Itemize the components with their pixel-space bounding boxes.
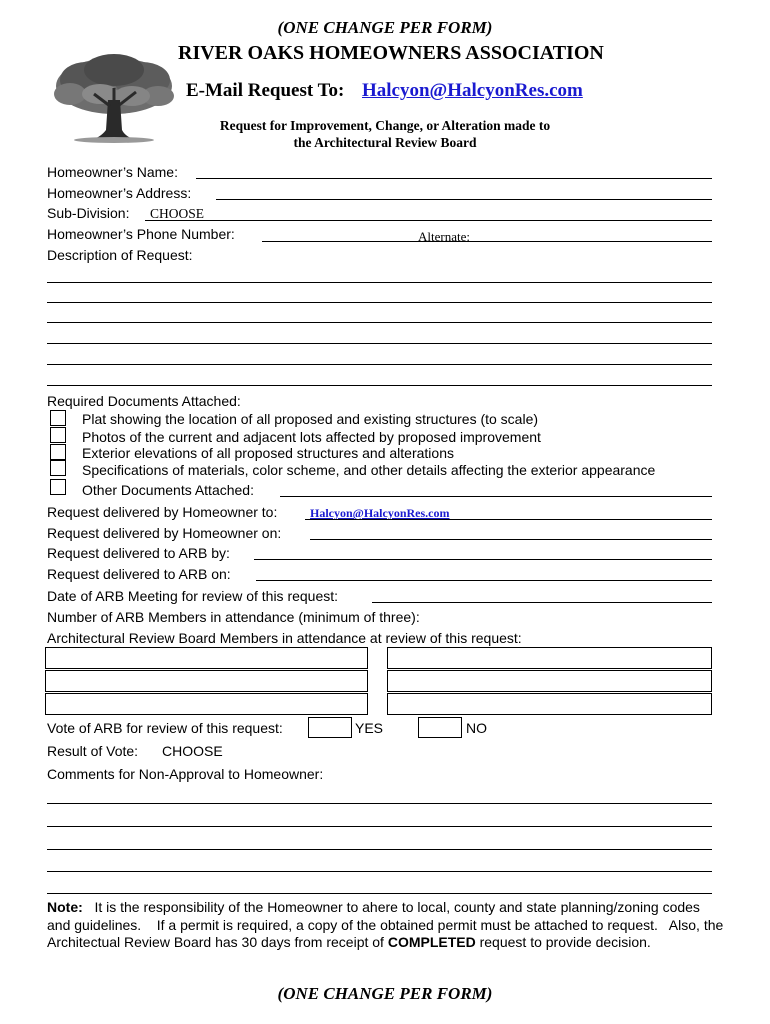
vote-label: Vote of ARB for review of this request: xyxy=(47,720,283,736)
delivered-on-label: Request delivered by Homeowner on: xyxy=(47,525,282,541)
arb-by-label: Request delivered to ARB by: xyxy=(47,545,230,561)
note-text-1: It is the responsibility of the Homeowner to ahere to local, county and state planning/zoning codes and guidelines. If a permit is required, a copy of the obtained permit must be attached to request. Also, the Architectual Review Board has 30 days from receipt of xyxy=(47,899,727,950)
comments-label: Comments for Non-Approval to Homeowner: xyxy=(47,766,324,782)
plat-label: Plat showing the location of all proposed and existing structures (to scale) xyxy=(82,411,539,427)
result-of-vote-select[interactable]: CHOOSE xyxy=(162,743,223,759)
meeting-date-field[interactable] xyxy=(372,602,712,603)
result-of-vote-label: Result of Vote: xyxy=(47,743,139,759)
arb-member-field-5[interactable] xyxy=(387,670,712,692)
other-documents-field[interactable] xyxy=(280,496,712,497)
elevations-checkbox[interactable] xyxy=(50,444,66,460)
homeowner-address-field[interactable] xyxy=(216,199,712,200)
arb-member-field-3[interactable] xyxy=(45,693,368,715)
arb-member-field-2[interactable] xyxy=(45,670,368,692)
description-line-2[interactable] xyxy=(47,302,712,303)
vote-yes-label: YES xyxy=(355,720,384,736)
comments-line-4[interactable] xyxy=(47,871,712,872)
phone-label: Homeowner’s Phone Number: xyxy=(47,226,235,242)
phone-field[interactable] xyxy=(262,241,404,242)
arb-member-field-4[interactable] xyxy=(387,647,712,669)
subtitle-line-2: the Architectural Review Board xyxy=(293,135,477,150)
photos-checkbox[interactable] xyxy=(50,427,66,443)
comments-line-1[interactable] xyxy=(47,803,712,804)
note-bold-label: Note: xyxy=(47,899,83,915)
delivered-to-field xyxy=(305,519,712,520)
members-list-label: Architectural Review Board Members in attendance at review of this request: xyxy=(47,630,522,646)
description-line-4[interactable] xyxy=(47,343,712,344)
description-line-5[interactable] xyxy=(47,364,712,365)
delivered-to-label: Request delivered by Homeowner to: xyxy=(47,504,278,520)
homeowner-name-label: Homeowner’s Name: xyxy=(47,164,178,180)
arb-on-field[interactable] xyxy=(256,580,712,581)
other-documents-label: Other Documents Attached: xyxy=(82,482,254,498)
comments-line-2[interactable] xyxy=(47,826,712,827)
comments-line-3[interactable] xyxy=(47,849,712,850)
photos-label: Photos of the current and adjacent lots affected by proposed improvement xyxy=(82,429,541,445)
email-link[interactable]: Halcyon@HalcyonRes.com xyxy=(362,80,583,101)
top-form-note: (ONE CHANGE PER FORM) xyxy=(277,18,493,37)
specifications-label: Specifications of materials, color scheme, and other details affecting the exterior appearance xyxy=(82,462,656,478)
other-documents-checkbox[interactable] xyxy=(50,479,66,495)
specifications-checkbox[interactable] xyxy=(50,460,66,476)
form-subtitle xyxy=(0,117,770,151)
alternate-phone-field[interactable] xyxy=(404,241,712,242)
subdivision-label: Sub-Division: xyxy=(47,205,130,221)
association-name: RIVER OAKS HOMEOWNERS ASSOCIATION xyxy=(178,42,604,64)
note-text-2: request to provide decision. xyxy=(479,934,651,950)
homeowner-address-label: Homeowner’s Address: xyxy=(47,185,192,201)
meeting-date-label: Date of ARB Meeting for review of this request: xyxy=(47,588,339,604)
delivered-to-email[interactable]: Halcyon@HalcyonRes.com xyxy=(310,506,450,520)
required-documents-heading: Required Documents Attached: xyxy=(47,393,241,409)
vote-yes-field[interactable] xyxy=(308,717,352,738)
description-label: Description of Request: xyxy=(47,247,193,263)
subdivision-underline xyxy=(145,220,712,221)
description-line-3[interactable] xyxy=(47,322,712,323)
arb-member-field-1[interactable] xyxy=(45,647,368,669)
responsibility-note xyxy=(47,899,727,952)
description-line-1[interactable] xyxy=(47,282,712,283)
homeowner-name-field[interactable] xyxy=(196,178,712,179)
vote-no-field[interactable] xyxy=(418,717,462,738)
elevations-label: Exterior elevations of all proposed structures and alterations xyxy=(82,445,454,461)
plat-checkbox[interactable] xyxy=(50,410,66,426)
comments-line-5[interactable] xyxy=(47,893,712,894)
bottom-form-note: (ONE CHANGE PER FORM) xyxy=(277,984,493,1003)
vote-no-label: NO xyxy=(466,720,487,736)
arb-member-field-6[interactable] xyxy=(387,693,712,715)
description-line-6[interactable] xyxy=(47,385,712,386)
alternate-phone-label: Alternate: xyxy=(418,229,470,244)
arb-on-label: Request delivered to ARB on: xyxy=(47,566,231,582)
subdivision-select[interactable]: CHOOSE xyxy=(150,206,205,221)
email-request-label: E-Mail Request To: xyxy=(186,80,345,101)
subtitle-line-1: Request for Improvement, Change, or Alteration made to xyxy=(219,118,551,133)
arb-by-field[interactable] xyxy=(254,559,712,560)
members-count-label: Number of ARB Members in attendance (minimum of three): xyxy=(47,609,420,625)
note-completed-emphasis: COMPLETED xyxy=(387,934,476,950)
delivered-on-field[interactable] xyxy=(310,539,712,540)
